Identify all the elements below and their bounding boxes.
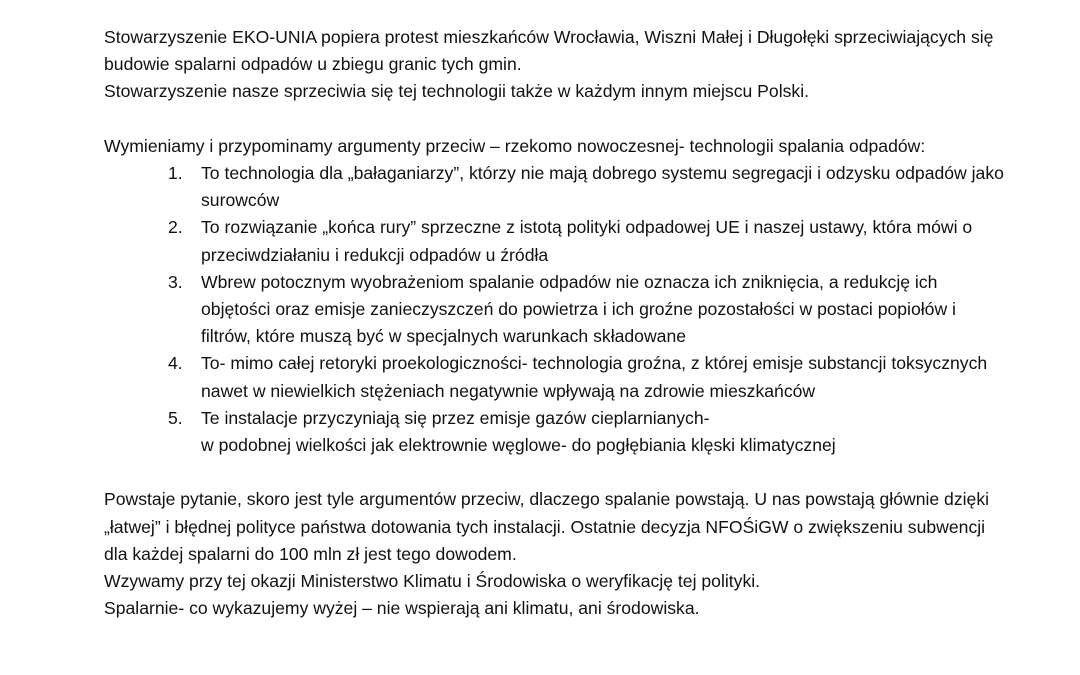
list-item-number: 4. — [168, 353, 183, 374]
closing-paragraph: Powstaje pytanie, skoro jest tyle argumentów przeciw, dlaczego spalanie powstają. U nas powstają głównie dzięki „łatwej” i błędnej polityce państwa dotowania tych instalacji. Ostatnie decyzja NFOŚiGW o zwiększeniu subwencji dla każdej spalarni do 100 mln zł jest tego dowodem. — [104, 489, 990, 564]
arguments-intro: Wymieniamy i przypominamy argumenty przeciw – rzekomo nowoczesnej- technologii spalania odpadów: — [104, 135, 926, 156]
paragraph-gap — [104, 106, 1010, 133]
list-item — [104, 405, 1010, 459]
list-item-text: To- mimo całej retoryki proekologiczności- technologia groźna, z której emisje substancji toksycznych nawet w niewielkich stężeniach negatywnie wpływają na zdrowie mieszkańców — [201, 353, 988, 401]
list-item — [104, 214, 1010, 268]
arguments-list — [104, 160, 1010, 459]
intro-paragraph-1: Stowarzyszenie EKO-UNIA popiera protest mieszkańców Wrocławia, Wiszni Małej i Długołęki sprzeciwiających się budowie spalarni odpadów u zbiegu granic tych gmin. — [104, 27, 994, 75]
list-item-text-line-1: Te instalacje przyczyniają się przez emisje gazów cieplarnianych- — [201, 407, 710, 428]
list-item-number: 5. — [168, 407, 183, 428]
list-item-text-line-2: w podobnej wielkości jak elektrownie węglowe- do pogłębiania klęski klimatycznej — [201, 435, 836, 456]
list-item-text: Wbrew potocznym wyobrażeniom spalanie odpadów nie oznacza ich zniknięcia, a redukcję ich objętości oraz emisje zanieczyszczeń do powietrza i ich groźne pozostałości w postaci popiołów i filtrów, które muszą być w specjalnych warunkach składowane — [201, 271, 956, 347]
intro-paragraph-2: Stowarzyszenie nasze sprzeciwia się tej technologii także w każdym innym miejscu Polski. — [104, 81, 810, 102]
closing-appeal: Wzywamy przy tej okazji Ministerstwo Klimatu i Środowiska o weryfikację tej polityki. — [104, 571, 761, 592]
closing-conclusion: Spalarnie- co wykazujemy wyżej – nie wspierają ani klimatu, ani środowiska. — [104, 598, 700, 619]
list-item-number: 2. — [168, 217, 183, 238]
list-item — [104, 350, 1010, 404]
list-item-text: To rozwiązanie „końca rury” sprzeczne z istotą polityki odpadowej UE i naszej ustawy, która mówi o przeciwdziałaniu i redukcji odpadów u źródła — [201, 217, 973, 265]
list-item-number: 1. — [168, 163, 183, 183]
paragraph-gap — [104, 459, 1010, 486]
list-item-text: To technologia dla „bałaganiarzy”, którzy nie mają dobrego systemu segregacji i odzysku odpadów jako surowców — [201, 163, 1004, 211]
list-item — [104, 269, 1010, 351]
list-item-number: 3. — [168, 271, 183, 292]
list-item — [104, 160, 1010, 214]
